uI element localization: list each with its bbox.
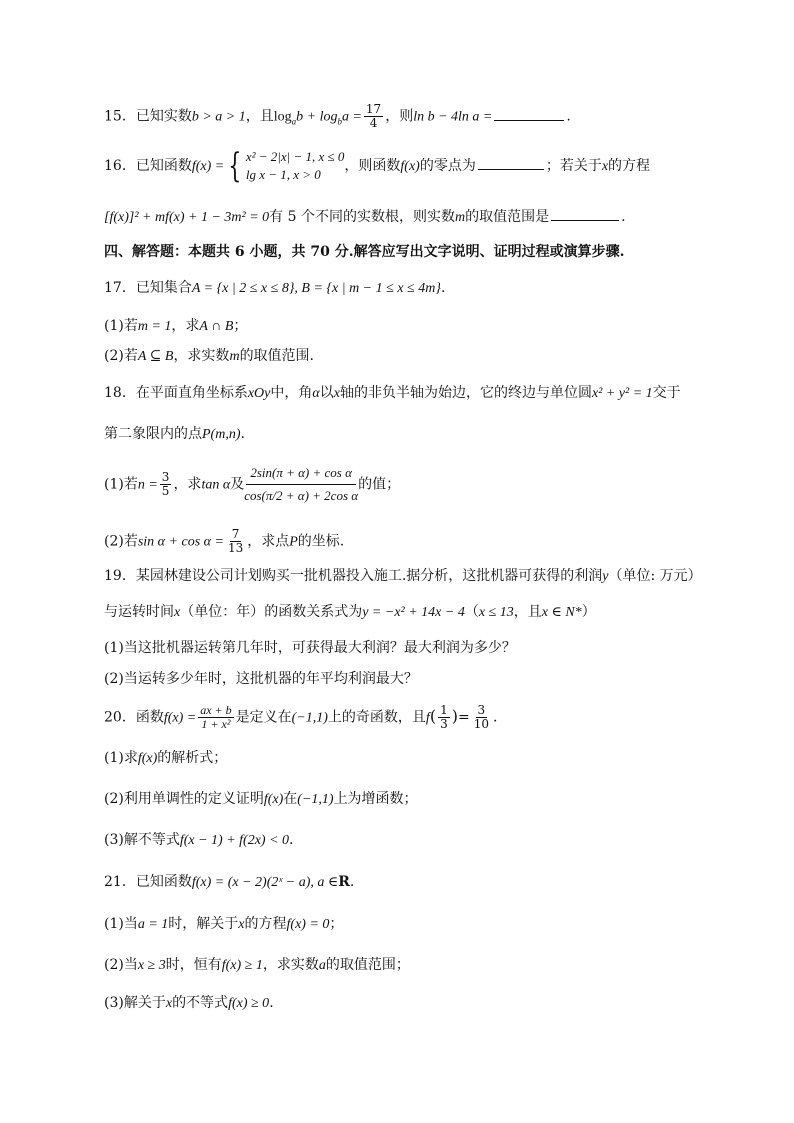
q21-p1-c: a = 1 [137,917,169,932]
q16-case-1: x² − 2|x| − 1, x ≤ 0 [245,149,345,164]
q16-cases [246,148,345,184]
q15-log-a: a = [341,109,362,125]
q19-text-3: 与运转时间 [104,604,174,620]
q19-text-4: （单位：年）的函数关系式为 [180,604,363,620]
q17-p2-a: (2)若 [104,348,138,364]
q18-part-2 [104,528,344,555]
q15-text-3: ，则 [385,108,414,125]
q18-p1-frac-den: 5 [161,484,170,498]
q17-sets: A = {x | 2 ≤ x ≤ 8}, B = {x | m − 1 ≤ x ≤ 4m} [191,281,441,296]
question-18 [104,383,681,404]
q20-p1-b: 的解析式； [157,750,228,766]
q20-p2-c: 上为增函数； [333,791,418,807]
q19-y: y [602,569,609,584]
section-4-heading: 四、解答题：本题共 6 小题，共 70 分.解答应写出文字说明、证明过程或演算步骤. [104,244,625,260]
question-19-line-2 [104,602,596,623]
q18-big-fraction [244,462,358,507]
q16-end: . [621,209,626,225]
q18-text-3: 以 [319,385,334,401]
q17-p2-b: ，求实数 [173,348,230,364]
q18-x: x [333,386,340,401]
q16-text-5: 的方程 [608,158,651,174]
q15-condition: b > a > 1 [191,109,246,125]
q19-text-6: ，且 [513,604,542,620]
q15-answer-blank[interactable] [494,108,564,121]
q20-value-num: 3 [477,703,486,717]
q16-case-2: lg x − 1, x > 0 [245,167,321,182]
q16-answer-blank-1[interactable] [478,157,544,170]
q17-part-2 [104,346,314,367]
q18-p1-b: ，求 [173,476,202,493]
q20-p2-f: f(x) [263,792,284,807]
q18-p1-fraction [160,471,172,498]
q20-text: 函数 [135,709,164,726]
q21-text: 已知函数 [135,874,192,890]
q19-part-1: (1)当这批机器运转第几年时，可获得最大利润？最大利润为多少？ [104,640,516,656]
q19-cond-2: x ∈ N* [541,605,582,620]
q20-interval: (−1,1) [291,710,328,726]
question-17 [104,278,445,299]
q18-text-4: 轴的非负半轴为始边，它的终边与单位圆 [339,385,592,401]
q21-p1-a: (1)当 [104,916,138,932]
q20-arg-num: 1 [440,703,448,717]
q18-p1-n: n = [137,477,158,493]
q18-p2-P: P [289,534,298,550]
q18-p2-c: 的坐标. [297,533,345,550]
q20-text-3: 上的奇函数，且 [327,709,426,726]
q17-text: 已知集合 [135,280,192,296]
q19-part-2: (2)当运转多少年时，这批机器的年平均利润最大？ [104,671,418,687]
q18-alpha: α [312,386,320,401]
q16-number: 16． [104,158,136,174]
q19-x: x [174,605,181,620]
q16-fx: f(x) = [191,159,225,174]
q16-equation: [f(x)]² + mf(x) + 1 − 3m² = 0 [104,210,270,225]
q20-p1-a: (1)求 [104,750,138,766]
q18-p1-c: 及 [230,476,245,493]
q15-log-b: b + log [296,109,338,125]
q17-p1-c: A ∩ B [199,319,234,334]
q18-p2-fraction [226,528,245,555]
q21-function: f(x) = (x − 2)(2ˣ − a), a ∈ [191,875,339,890]
q20-arg-fraction [438,704,450,731]
q21-number: 21． [104,874,136,890]
q20-eq: = [457,709,470,726]
q20-p3-b: . [289,832,294,848]
q15-frac-den: 4 [369,116,378,130]
q16-text: 已知函数 [135,158,192,174]
q21-p2-c: x ≥ 3 [137,958,166,973]
q18-p2-frac-den: 13 [227,541,244,555]
q20-fraction [198,704,233,731]
q21-reals: R [338,874,350,890]
q19-cond: x ≤ 13 [478,605,514,620]
q21-part-3 [104,993,274,1014]
q16-brace: { [228,146,242,186]
question-16-line-2 [104,207,626,228]
q21-p3-a: (3)解关于 [104,995,166,1011]
q16-answer-blank-2[interactable] [551,208,619,221]
q15-log-base-b: b [337,116,342,127]
q16-line2-end: 的取值范围是 [465,209,550,225]
q15-text-2: ，且 [245,108,274,125]
q21-p1-d: 的方程 [244,916,287,932]
q15-log: log [273,109,292,125]
q18-text-6: 第二象限内的点 [104,426,202,442]
q17-p1-b: ，求 [171,318,200,334]
q20-p2-b: 在 [283,791,298,807]
q15-end: . [566,108,571,125]
q18-p2-b: ，求点 [247,533,290,550]
q17-p1-m: m = 1 [137,319,172,334]
q17-p2-m: A ⊆ B [137,349,174,364]
q20-number: 20． [104,709,136,726]
q21-p3-x: x [165,996,173,1011]
q15-log-base-a: a [291,116,297,127]
q18-big-den: cos(π/2 + α) + 2cos α [244,488,359,503]
q20-arg-den: 3 [440,717,448,731]
q21-p2-a2: a [318,958,326,973]
q19-text-7: ） [581,604,596,620]
question-20 [104,704,497,731]
question-15 [104,103,571,131]
q16-line2-text: 有 5 个不同的实数根，则实数 [269,209,455,225]
q15-expression: ln b − 4ln a = [413,109,493,125]
q19-text-2: （单位: 万元） [608,568,702,584]
q18-text-5: 交于 [652,385,681,401]
q20-part-3 [104,830,294,851]
q19-function: y = −x² + 14x − 4 [362,605,465,620]
q20-p2-i: (−1,1) [297,792,334,807]
q18-p1-frac-num: 3 [161,470,170,484]
q21-p3-eq: f(x) ≥ 0 [228,996,270,1011]
question-19 [104,566,702,587]
q17-end: . [440,280,446,296]
question-16 [104,148,650,184]
question-21 [104,872,354,893]
q18-p2-a: (2)若 [104,533,138,550]
q20-value-fraction [472,704,491,731]
q21-p2-eq: f(x) ≥ 1 [221,958,263,973]
q20-value-den: 10 [473,717,489,731]
q20-frac-den: 1 + x² [201,717,231,731]
q18-p2-frac-num: 7 [231,527,240,541]
q21-part-2 [104,955,410,976]
q20-p1-f: f(x) [137,751,158,766]
q19-number: 19． [104,568,136,584]
q21-p1-eq: f(x) = 0 [286,917,330,932]
q16-text-4: ；若关于 [545,158,602,174]
q21-p3-c: . [269,995,274,1011]
q17-number: 17． [104,280,136,296]
q18-big-num: 2sin(π + α) + cos α [246,462,356,485]
q17-p1-a: (1)若 [104,318,138,334]
q18-p2-eq: sin α + cos α = [137,534,224,550]
q18-p1-tan: tan α [201,477,231,493]
q17-p2-c: m [229,349,240,364]
q18-text-2: 中，角 [270,385,313,401]
q20-p3-a: (3)解不等式 [104,832,180,848]
q19-text-5: （ [464,604,479,620]
q20-part-2 [104,789,418,810]
q15-fraction [364,103,383,130]
q15-number: 15． [104,108,136,125]
q18-end: . [240,426,245,442]
q20-fx: f(x) = [163,710,197,726]
q19-text: 某园林建设公司计划购买一批机器投入施工.据分析，这批机器可获得的利润 [135,568,603,584]
q21-p2-d: ，求实数 [262,957,319,973]
q21-p1-b: 时，解关于 [168,916,239,932]
q16-text-2: ，则函数 [344,158,401,174]
q21-p1-x: x [238,917,245,932]
q18-xoy: xOy [247,386,271,401]
q18-circle: x² + y² = 1 [591,386,653,401]
q16-fx2: f(x) [400,159,420,174]
q20-paren-open: ( [429,706,437,726]
q15-frac-num: 17 [365,102,382,116]
q20-text-2: 是定义在 [235,709,292,726]
q16-x: x [601,159,609,174]
q20-p2-a: (2)利用单调性的定义证明 [104,791,264,807]
q20-part-1 [104,748,227,769]
q20-p3-f: f(x − 1) + f(2x) < 0 [179,833,290,848]
q20-paren-close: ) [451,706,458,726]
q21-p2-a: (2)当 [104,957,138,973]
q21-p1-e: ； [329,916,344,932]
q18-text: 在平面直角坐标系 [135,385,248,401]
q20-frac-num: ax + b [200,703,232,717]
q18-number: 18． [104,385,136,401]
q18-p1-d: 的值； [358,476,401,493]
q20-f: f [425,710,430,726]
q21-p2-e: 的取值范围； [325,957,410,973]
q18-part-1 [104,462,400,507]
q21-p2-b: 时，恒有 [165,957,222,973]
q18-point: P(m,n) [202,427,241,442]
q18-p1-a: (1)若 [104,476,138,493]
q16-text-3: 的零点为 [419,158,476,174]
question-18-line-2 [104,424,245,445]
q21-p3-b: 的不等式 [172,995,229,1011]
q16-m: m [454,210,466,225]
q17-part-1 [104,316,247,337]
q20-end: . [492,709,498,726]
q17-p1-d: ； [233,318,248,334]
q15-text: 已知实数 [135,108,192,125]
q17-p2-d: 的取值范围. [239,348,315,364]
q21-end: . [349,874,355,890]
q21-part-1 [104,914,343,935]
